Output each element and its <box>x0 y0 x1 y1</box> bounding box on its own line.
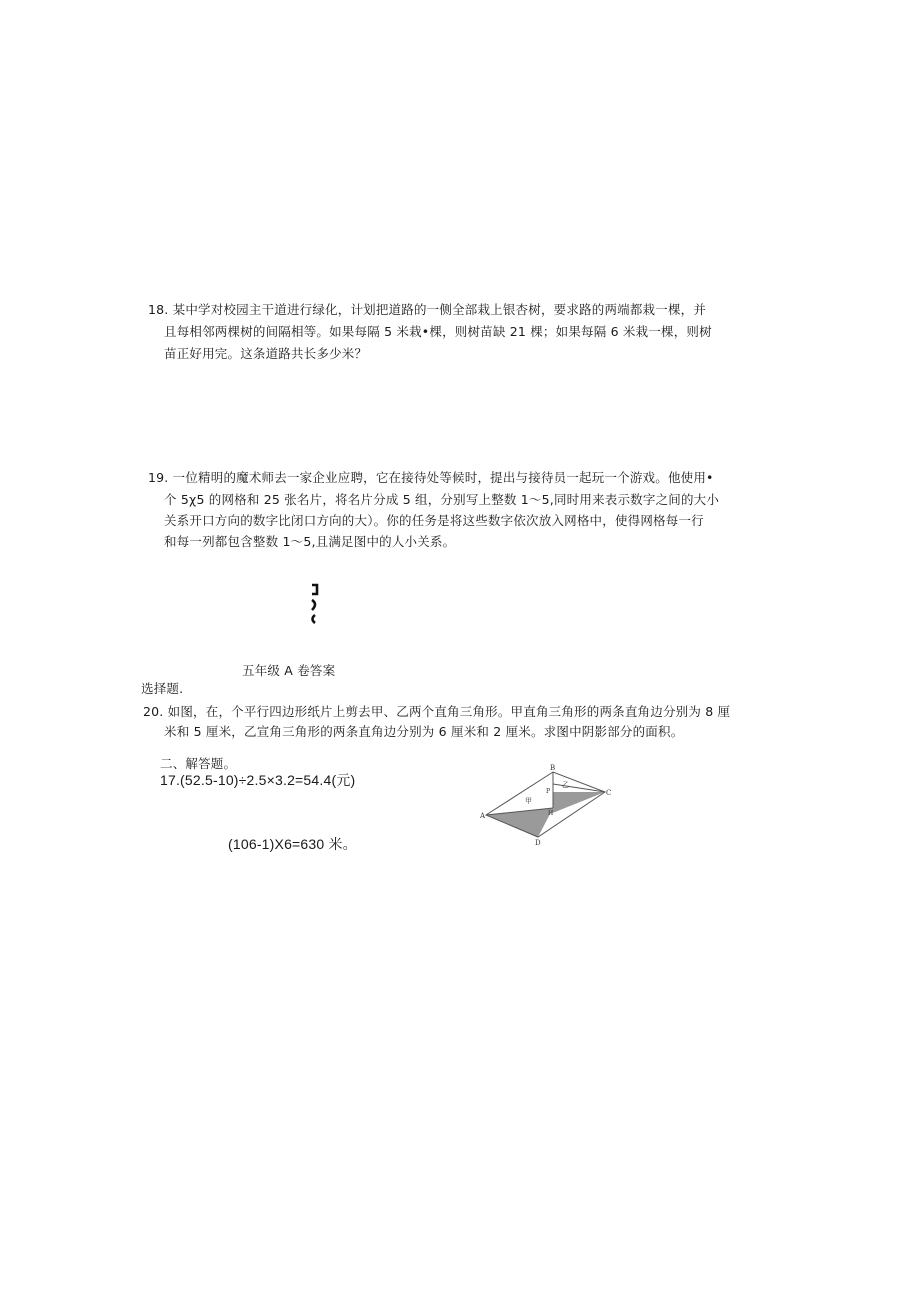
q18-line-2: 且每相邻两棵树的间隔相等。如果每隔 5 米栽•棵，则树苗缺 21 棵；如果每隔 6 米栽一棵，则树 <box>164 324 712 339</box>
label-jia: 甲 <box>525 797 532 805</box>
q18-line-1: 18. 某中学对校园主干道进行绿化，计划把道路的一侧全部栽上银杏树，要求路的两端都栽一棵，并 <box>148 302 707 317</box>
label-d: D <box>535 839 541 846</box>
answer-17: 17.(52.5-10)÷2.5×3.2=54.4(元) <box>160 772 356 788</box>
solutions-section-title: 二、解答题。 <box>160 756 237 771</box>
q20-line-1: 20. 如图，在，个平行四边形纸片上剪去甲、乙两个直角三角形。甲直角三角形的两条直角边分别为 8 厘 <box>143 704 731 719</box>
q19-line-2: 个 5χ5 的网格和 25 张名片，将名片分成 5 组，分别写上整数 1～5,同时用来表示数字之间的大小 <box>164 492 720 507</box>
label-a: A <box>480 812 486 820</box>
label-yi: 乙 <box>562 781 569 789</box>
q19-line-1: 19. 一位精明的魔术师去一家企业应聘，它在接待处等候时，提出与接待员一起玩一个游戏。他使用• <box>148 470 714 485</box>
parallelogram-figure <box>480 762 615 846</box>
q19-line-4: 和每一列都包含整数 1～5,且满足图中的人小关系。 <box>164 534 456 549</box>
label-c: C <box>606 789 612 797</box>
label-p: P <box>546 788 551 795</box>
q19-line-3: 关系开口方向的数字比闭口方向的大）。你的任务是将这些数字依次放入网格中，使得网格每一行 <box>164 513 704 528</box>
q20-line-2: 米和 5 厘米，乙宣角三角形的两条直角边分别为 6 厘米和 2 厘米。求图中阴影部分的面积。 <box>164 724 684 739</box>
bracket-marks-graphic <box>309 582 323 626</box>
label-b: B <box>550 764 556 772</box>
answer-18: (106-1)X6=630 米。 <box>228 836 357 852</box>
q18-line-3: 苗正好用完。这条道路共长多少米？ <box>164 346 368 361</box>
label-h: H <box>548 810 554 817</box>
answers-title: 五年级 A 卷答案 <box>242 663 336 678</box>
answers-section-choice: 选择题. <box>141 681 184 696</box>
